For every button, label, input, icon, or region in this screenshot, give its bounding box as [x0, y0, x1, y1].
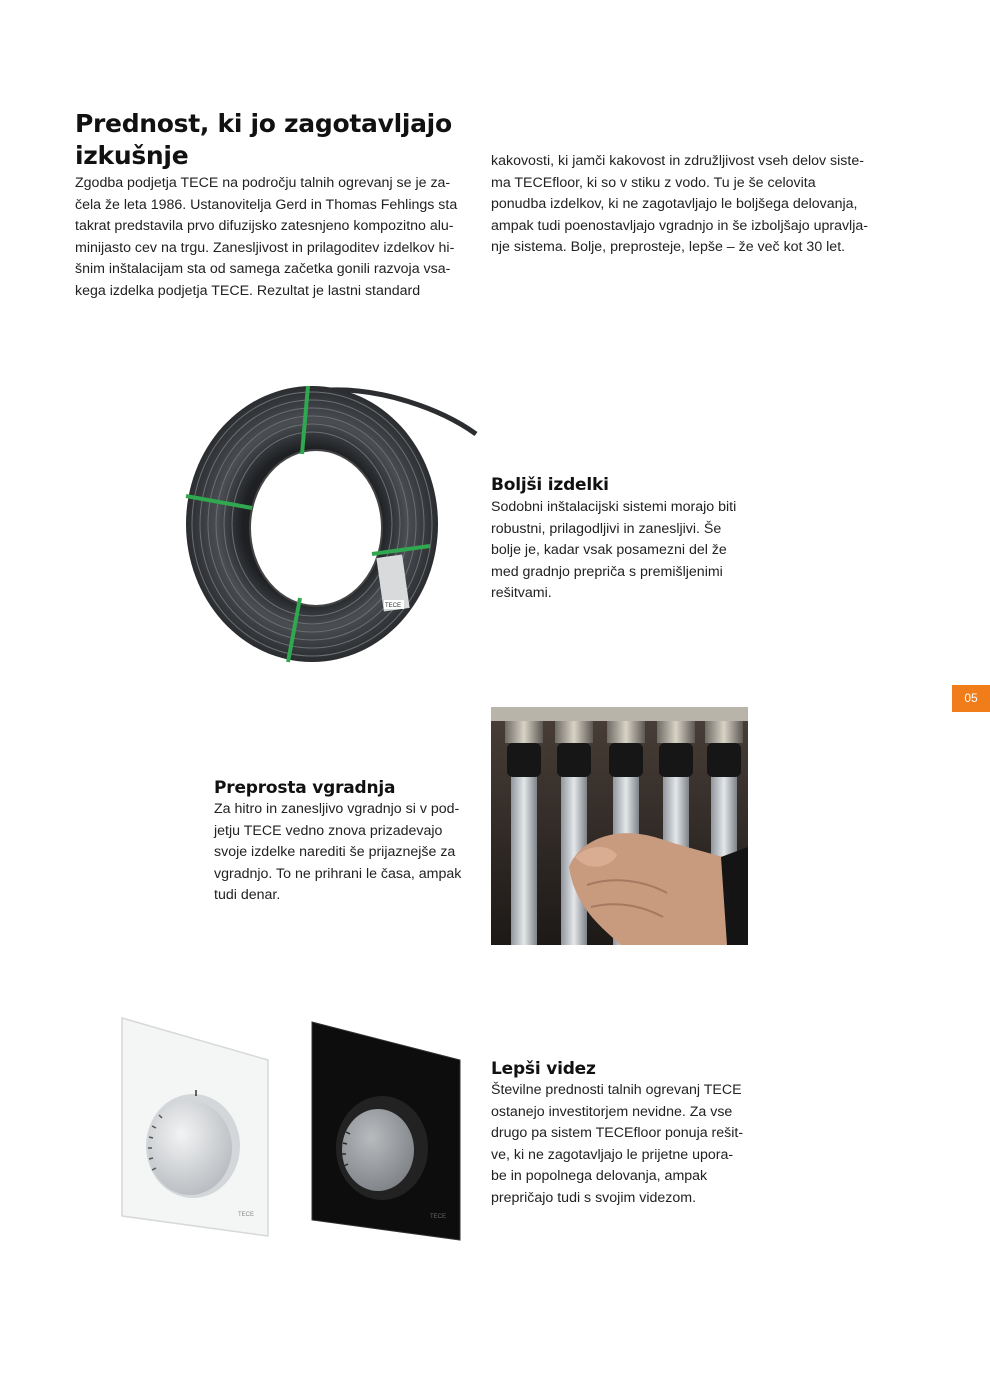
text-line: svoje izdelke narediti še prijaznejše za	[214, 844, 456, 861]
page-title: Prednost, ki jo zagotavljajo izkušnje	[75, 109, 452, 170]
text-line: nje sistema. Bolje, preprosteje, lepše – že več kot 30 let.	[491, 239, 846, 256]
text-line: šnim inštalacijam sta od samega začetka gonili razvoja vsa-	[75, 261, 451, 278]
installation-photo	[491, 707, 748, 945]
text-line: Za hitro in zanesljivo vgradnjo si v pod-	[214, 801, 460, 817]
text-line: tudi denar.	[214, 887, 281, 904]
text-line: prepričajo tudi s svojim videzom.	[491, 1189, 697, 1206]
text-line: ve, ki ne zagotavljajo le prijetne upora-	[491, 1146, 734, 1163]
text-line: takrat predstavila prvo difuzijsko zatesnjeno kompozitno alu-	[75, 218, 454, 235]
text-line: Številne prednosti talnih ogrevanj TECE	[491, 1082, 742, 1098]
intro-column-1	[75, 173, 475, 303]
coil-label: TECE	[385, 603, 402, 609]
thermostat-logo-white: TECE	[238, 1212, 255, 1218]
text-line: kakovosti, ki jamči kakovost in združljivost vseh delov siste-	[491, 153, 864, 169]
text-line: ma TECEfloor, ki so v stiku z vodo. Tu je še celovita	[491, 174, 816, 191]
text-line: ostanejo investitorjem nevidne. Za vse	[491, 1103, 733, 1120]
text-line: čela že leta 1986. Ustanovitelja Gerd in Thomas Fehlings sta	[75, 196, 458, 213]
text-line: rešitvami.	[491, 585, 552, 602]
section-heading-products: Boljši izdelki	[491, 475, 609, 495]
section-text-design	[491, 1080, 771, 1210]
text-line: med gradnjo prepriča s premišljenimi	[491, 563, 723, 580]
section-heading-install: Preprosta vgradnja	[214, 778, 396, 798]
text-line: Sodobni inštalacijski sistemi morajo biti	[491, 499, 737, 515]
page-number-tab: 05	[952, 685, 990, 712]
text-line: vgradnjo. To ne prihrani le časa, ampak	[214, 865, 462, 882]
text-line: robustni, prilagodljivi in zanesljivi. Še	[491, 520, 722, 537]
text-line: be in popolnega delovanja, ampak	[491, 1168, 708, 1185]
text-line: kega izdelka podjetja TECE. Rezultat je lastni standard	[75, 282, 421, 299]
white-thermostat-image	[118, 1016, 270, 1238]
text-line: Zgodba podjetja TECE na področju talnih ogrevanj se je za-	[75, 175, 451, 191]
section-text-install	[214, 799, 484, 907]
text-line: bolje je, kadar vsak posamezni del že	[491, 542, 727, 559]
text-line: minijasto cev na trgu. Zanesljivost in prilagoditev izdelkov hi-	[75, 239, 455, 256]
text-line: ponudba izdelkov, ki ne zagotavljajo le boljšega delovanja,	[491, 196, 858, 213]
pipe-coil-image	[180, 378, 480, 668]
thermostat-logo-black: TECE	[430, 1214, 447, 1220]
text-line: jetju TECE vedno znova prizadevajo	[214, 822, 443, 839]
section-text-products	[491, 497, 771, 605]
intro-column-2	[491, 151, 911, 259]
text-line: drugo pa sistem TECEfloor ponuja rešit-	[491, 1125, 744, 1142]
section-heading-design: Lepši videz	[491, 1059, 596, 1079]
text-line: ampak tudi poenostavljajo vgradnjo in še izboljšajo upravlja-	[491, 217, 868, 234]
black-thermostat-image	[310, 1020, 462, 1242]
